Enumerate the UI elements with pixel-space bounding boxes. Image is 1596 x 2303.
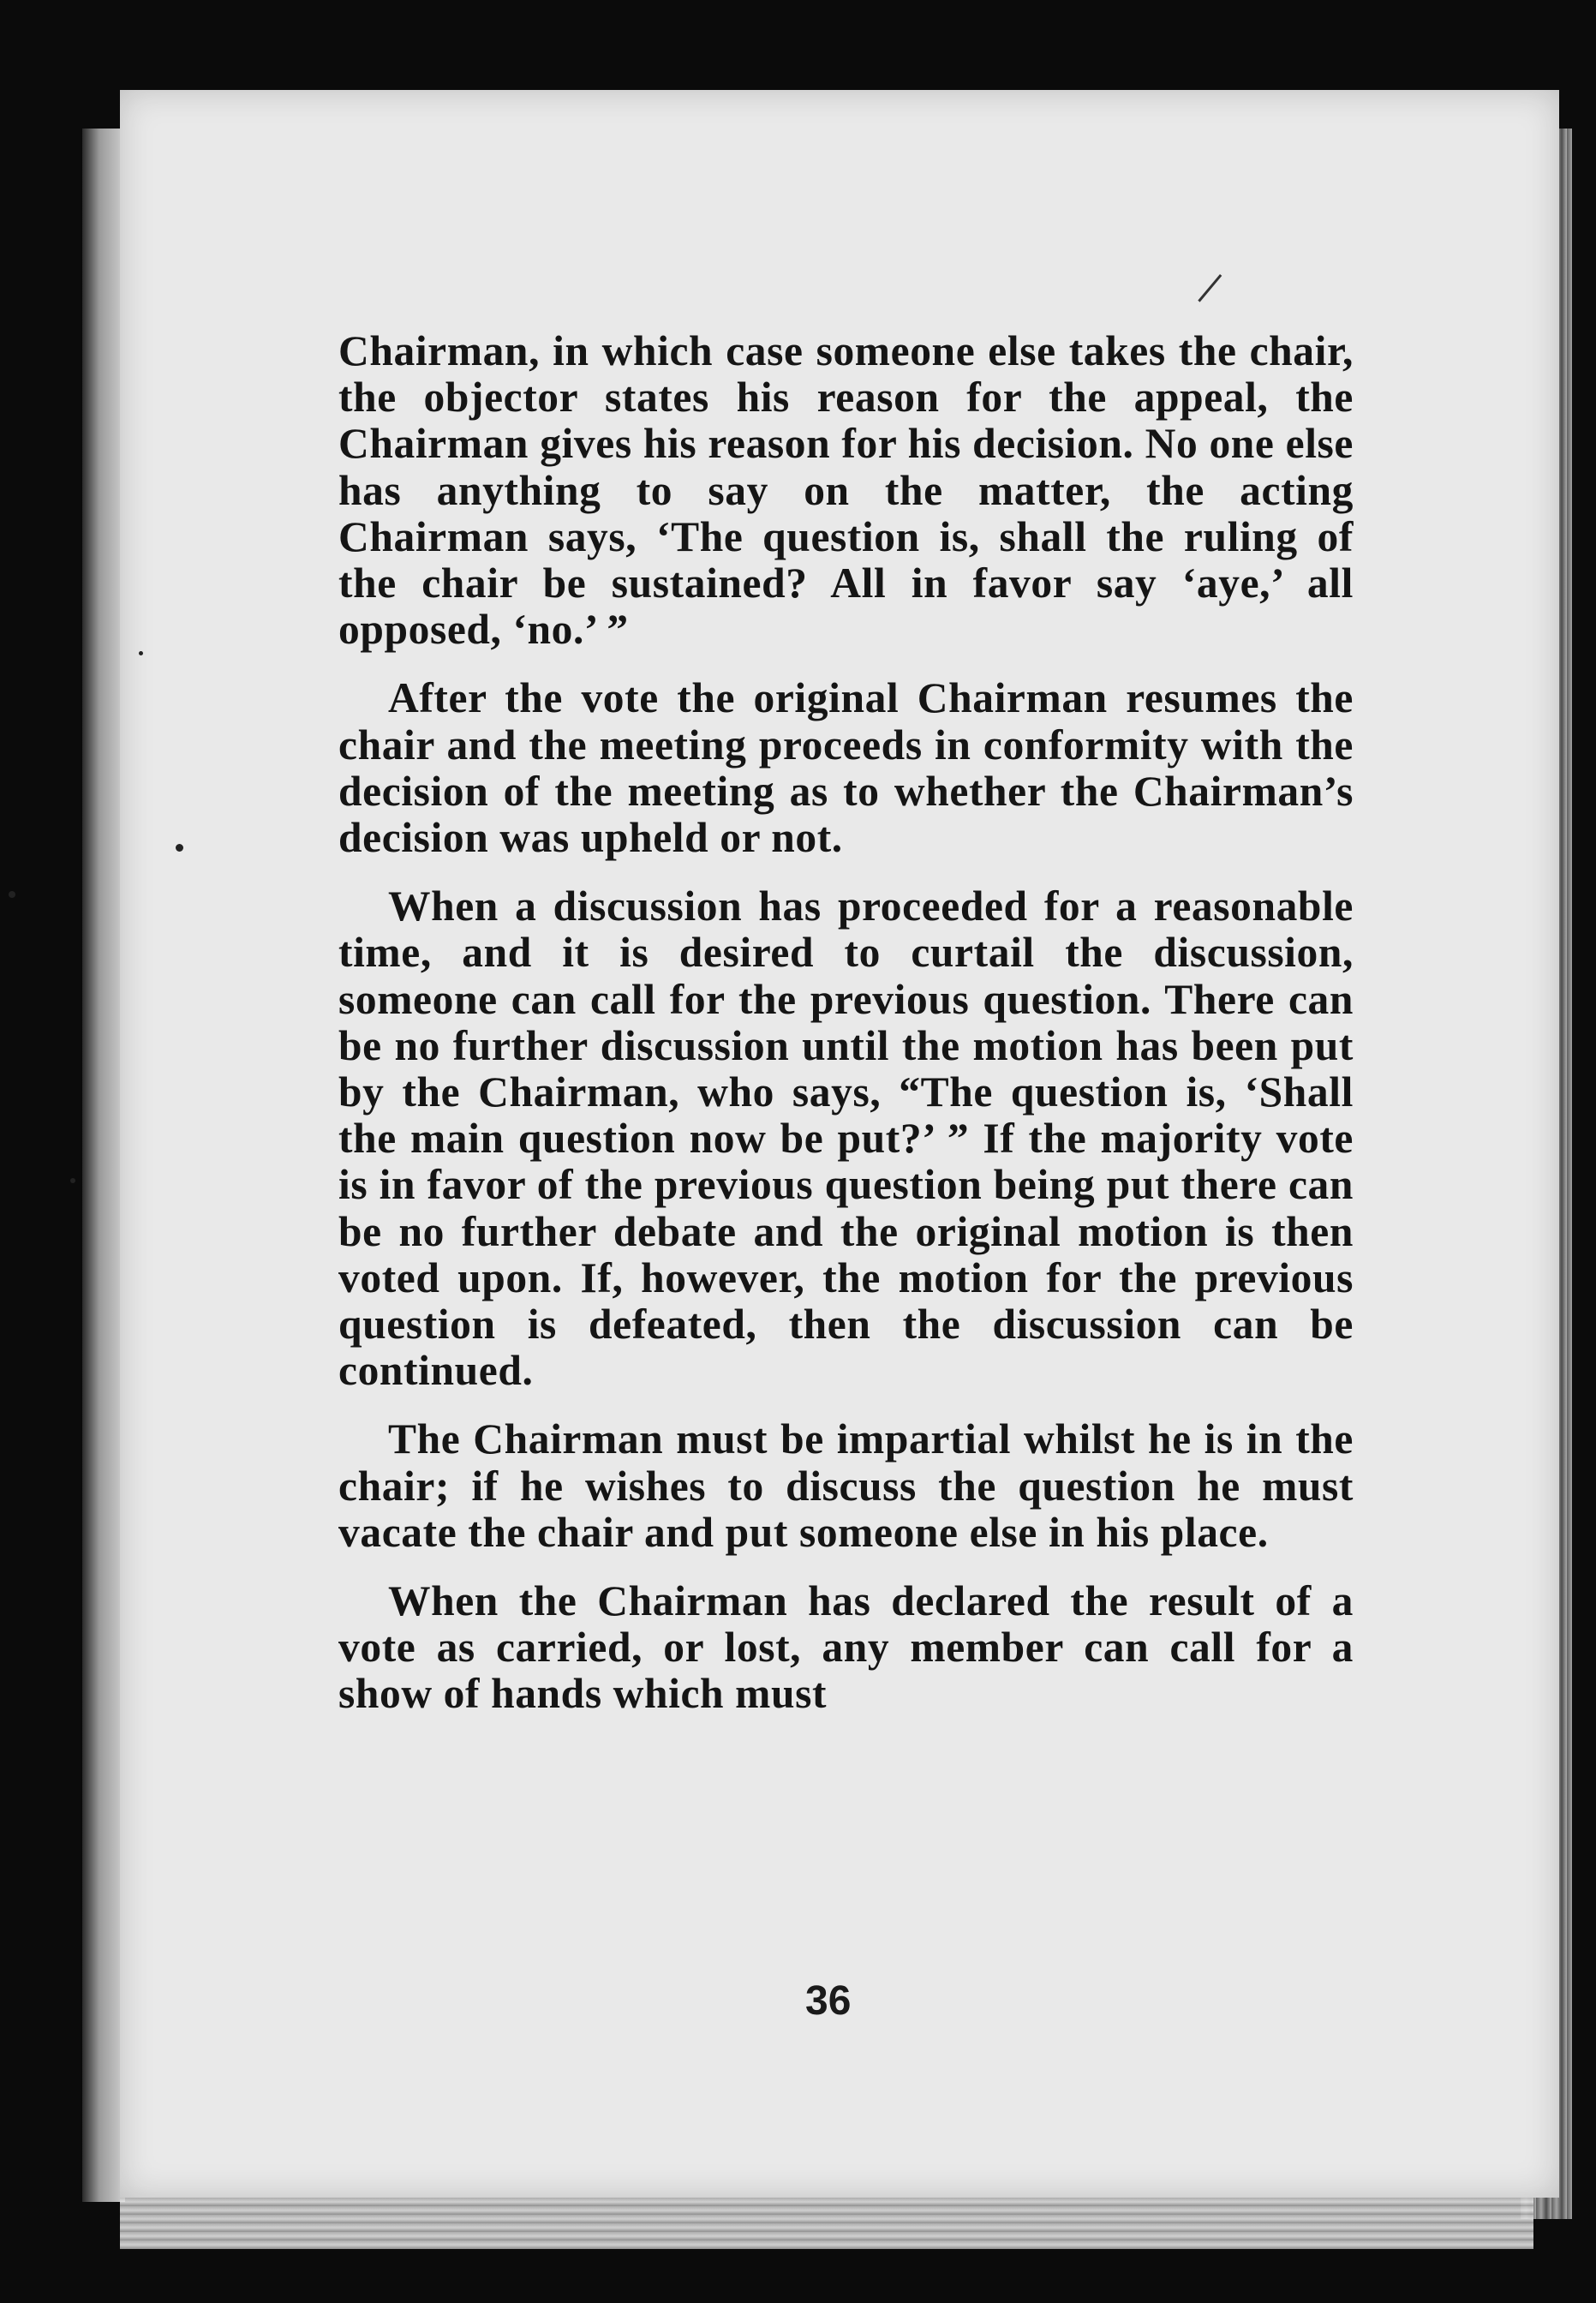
page-number: 36 — [805, 1978, 852, 2024]
paragraph: The Chairman must be impartial whilst he is in the chair; if he wishes to discuss the question he must vacate the chair and put someone else in his place. — [338, 1415, 1354, 1556]
dust-speck — [139, 651, 143, 655]
paragraph: When a discussion has proceeded for a reasonable time, and it is desired to curtail the discussion, someone can call for the previous question. There can be no further discussion until the motion has been put by the Chairman, who says, “The question is, ‘Shall the main question now be put?’ ” If the majority vote is in favor of the previous question being put there can be no further debate and the original motion is then voted upon. If, however, the motion for the previous question is defeated, then the discussion can be continued. — [338, 882, 1354, 1395]
paragraph: When the Chairman has declared the result of a vote as carried, or lost, any member can call for a show of hands which must — [338, 1577, 1354, 1718]
book-spine-edge — [82, 129, 125, 2202]
paragraph: After the vote the original Chairman resumes the chair and the meeting proceeds in conformity with the decision of the meeting as to whether the Chairman’s decision was upheld or not. — [338, 674, 1354, 862]
body-text — [338, 328, 1354, 1740]
dust-speck — [70, 1178, 75, 1183]
page-stack-edge-bottom — [120, 2189, 1533, 2249]
dust-speck — [9, 891, 15, 898]
dust-speck — [176, 844, 183, 852]
paragraph: Chairman, in which case someone else takes the chair, the objector states his reason for the appeal, the Chairman gives his reason for his decision. No one else has anything to say on the matter, the acting Chairman says, ‘The question is, shall the ruling of the chair be sustained? All in favor say ‘aye,’ all opposed, ‘no.’ ” — [338, 327, 1354, 654]
